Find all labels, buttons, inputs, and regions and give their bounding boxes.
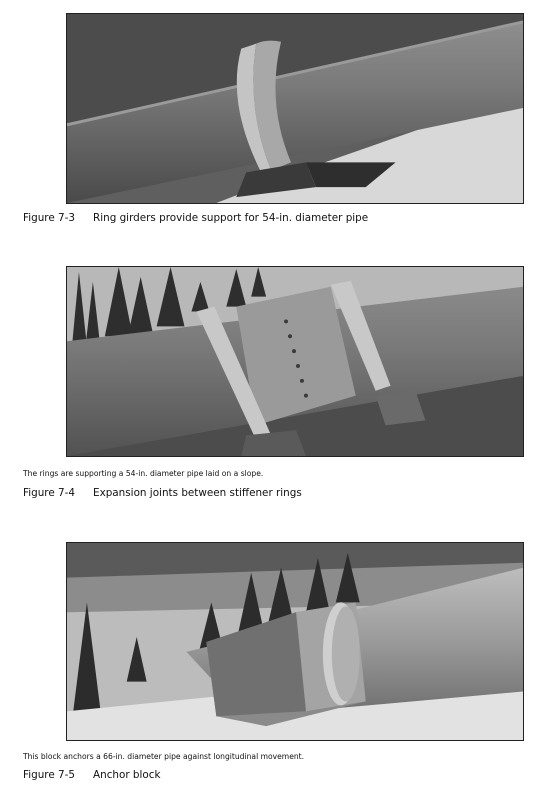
figure-number: Figure 7-5 — [23, 769, 75, 781]
figure-note: The rings are supporting a 54-in. diameter pipe laid on a slope. — [23, 469, 264, 478]
photo-anchor-block-pipe — [66, 542, 524, 741]
figure-title: Ring girders provide support for 54-in. diameter pipe — [93, 212, 369, 224]
figure-caption — [23, 212, 368, 224]
figure-number: Figure 7-4 — [23, 487, 75, 499]
photo-ring-girder-pipe — [66, 13, 524, 204]
figure-note: This block anchors a 66-in. diameter pipe against longitudinal movement. — [23, 752, 305, 761]
photo-expansion-joint-pipe — [66, 266, 524, 457]
figure-title: Anchor block — [93, 769, 161, 781]
figure-title: Expansion joints between stiffener rings — [93, 487, 302, 499]
figure-caption — [23, 769, 161, 781]
figure-number: Figure 7-3 — [23, 212, 75, 224]
figure-caption — [23, 487, 302, 499]
